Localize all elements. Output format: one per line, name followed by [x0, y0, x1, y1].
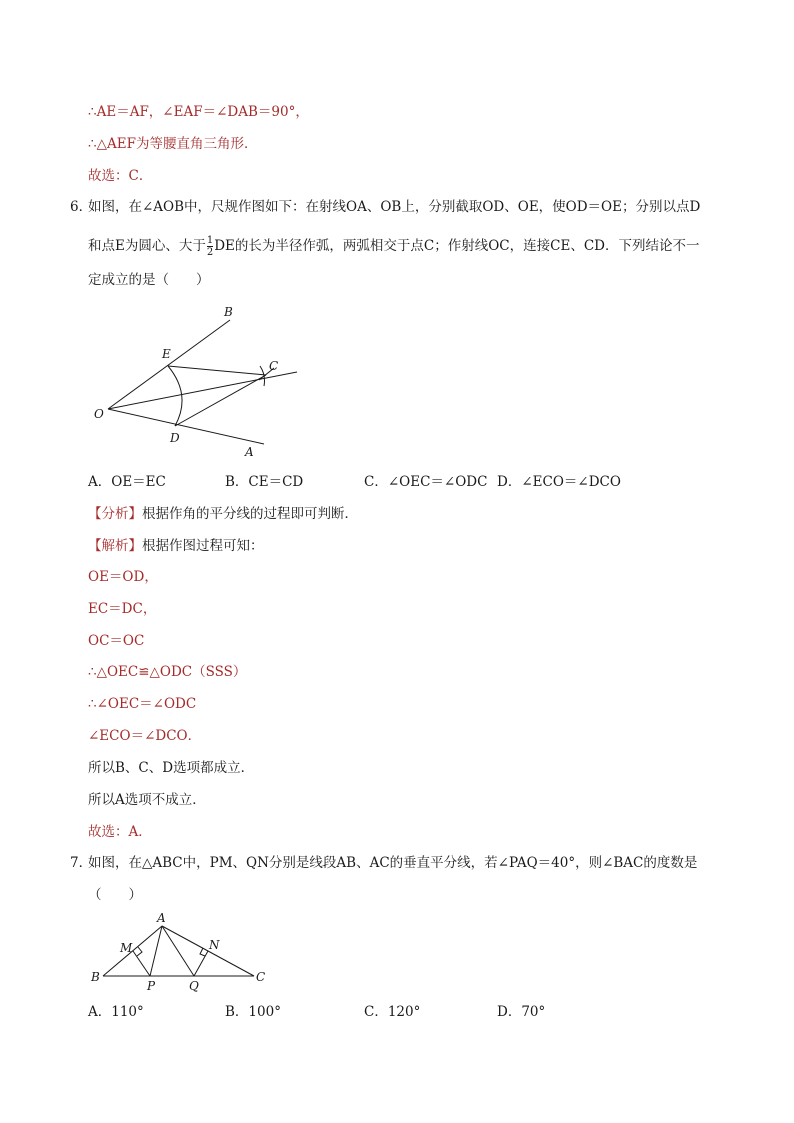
q6-solution: [88, 536, 264, 556]
prev-line-1: ∴AE＝AF，∠EAF＝∠DAB＝90°，: [88, 104, 309, 120]
label-n: N: [209, 938, 220, 952]
label-c: C: [269, 359, 279, 373]
q6-stem-line-2: [88, 235, 699, 258]
label-b7: B: [91, 970, 100, 984]
q6-analysis: [88, 504, 358, 524]
ray-oc: [108, 372, 297, 409]
fraction-denominator: 2: [206, 247, 214, 258]
q6-option-a: A．OE＝EC: [88, 474, 166, 490]
solution-tag: 【解析】: [88, 538, 142, 554]
label-q: Q: [189, 979, 199, 993]
q6-step-5: ∴∠OEC＝∠ODC: [88, 696, 197, 712]
label-c7: C: [256, 970, 266, 984]
label-a: A: [245, 445, 254, 459]
q6-option-b: B．CE＝CD: [225, 474, 304, 490]
segment-ap: [150, 926, 162, 976]
q7-figure: [88, 908, 278, 998]
side-ba: [103, 926, 162, 976]
label-o: O: [94, 407, 104, 421]
analysis-tag: 【分析】: [88, 506, 142, 522]
q6-figure: [88, 298, 308, 463]
q7-option-b: B．100°: [225, 1004, 281, 1020]
q6-stem-line-3: 定成立的是（ ）: [88, 272, 210, 288]
q7-option-d: D．70°: [497, 1004, 546, 1020]
q6-option-d: D．∠ECO＝∠DCO: [497, 474, 621, 490]
fraction-half: [207, 235, 213, 258]
q7-option-c: C．120°: [364, 1004, 421, 1020]
solution-text: 根据作图过程可知：: [142, 538, 264, 554]
q6-step-4: ∴△OEC≌△ODC（SSS）: [88, 664, 247, 680]
q6-step-6: ∠ECO＝∠DCO．: [88, 728, 202, 744]
q6-number: 6．: [70, 199, 93, 215]
q6-step-3: OC＝OC: [88, 633, 145, 649]
q6-step-2: EC＝DC，: [88, 601, 157, 617]
q6-conclusion-2: 所以A选项不成立．: [88, 792, 206, 808]
segment-aq: [162, 926, 194, 976]
label-b: B: [224, 305, 233, 319]
q6-stem-line-2-a: 和点E为圆心、大于: [88, 238, 206, 254]
segment-dc: [175, 375, 266, 426]
q6-option-c: C．∠OEC＝∠ODC: [364, 474, 488, 490]
q7-number: 7．: [70, 855, 93, 871]
prev-answer: 故选：C．: [88, 168, 153, 184]
q7-stem-line-2: （ ）: [88, 887, 142, 903]
ray-ob: [108, 320, 230, 409]
q7-stem-line-1: 如图，在△ABC中，PM、QN分别是线段AB、AC的垂直平分线，若∠PAQ＝40°，则∠BAC的度数是: [88, 855, 698, 871]
q6-stem-line-2-b: DE的长为半径作弧，两弧相交于点C；作射线OC，连接CE、CD．下列结论不一: [214, 238, 700, 254]
label-d: D: [170, 431, 180, 445]
label-m: M: [120, 941, 133, 955]
prev-line-2: ∴△AEF为等腰直角三角形．: [88, 136, 258, 152]
fraction-numerator: 1: [206, 235, 214, 246]
q7-option-a: A．110°: [88, 1004, 144, 1020]
label-p: P: [147, 979, 156, 993]
q6-conclusion-1: 所以B、C、D选项都成立．: [88, 760, 255, 776]
ray-oa: [108, 409, 264, 444]
q6-step-1: OE＝OD，: [88, 569, 158, 585]
segment-mp: [133, 951, 150, 976]
label-e: E: [162, 347, 171, 361]
q6-answer: 故选：A．: [88, 824, 152, 840]
label-a7: A: [157, 911, 166, 925]
segment-ec: [168, 366, 266, 375]
q6-stem-line-1: 如图，在∠AOB中，尺规作图如下：在射线OA、OB上，分别截取OD、OE，使OD＝OE；分别以点D: [88, 199, 701, 215]
right-angle-m: [137, 947, 142, 956]
analysis-text: 根据作角的平分线的过程即可判断．: [142, 506, 358, 522]
